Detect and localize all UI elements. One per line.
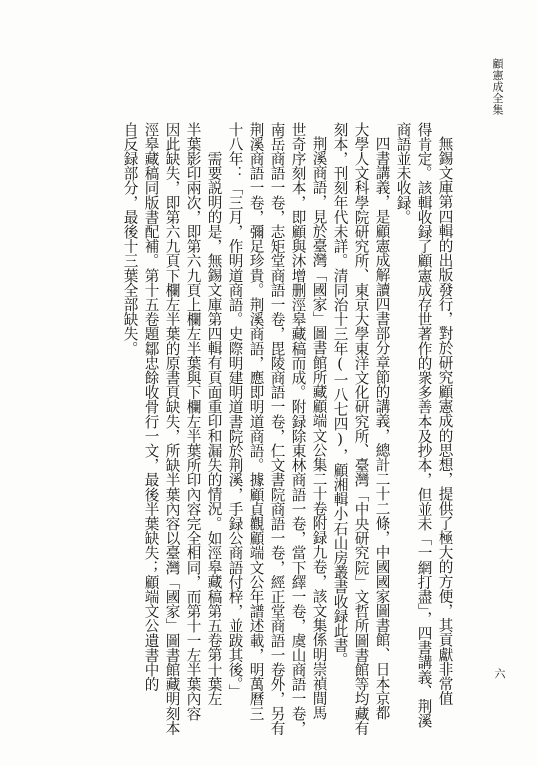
text-column-10: 荆溪商語一卷，彌足珍貴。荆溪商語，應即明道商語。據顧貞觀顧端文公年譜述載，明萬曆三 [247,122,265,721]
text-column-16: 自反録部分，最後十三葉全部缺失。 [121,122,139,356]
text-column-9: 南岳商語一卷，志矩堂商語一卷，毘陵商語一卷，仁文書院商語一卷，經正堂商語一卷外，另有 [268,122,286,736]
running-title: 顧憲成全集 [491,58,504,116]
text-column-15: 涇皋藏稿同版書配補。第十五卷題鄒忠餘收骨行一文，最後半葉缺失；顧端文公遺書中的 [142,122,160,692]
text-column-12: 需要説明的是，無錫文庫第四輯有頁面重印和漏失的情況。如涇皋藏稿第五卷第十葉左 [205,151,223,706]
text-column-1: 無錫文庫第四輯的出版發行，對於研究顧憲成的思想，提供了極大的方便，其貢獻非常值 [436,136,454,706]
text-column-14: 因此缺失，即第六九頁下欄左半葉的原書頁缺失，所缺半葉內容以臺灣「國家」圖書館藏明刻本 [163,122,181,736]
text-column-5: 大學人文科學院研究所、東京大學東洋文化研究所、臺灣「中央研究院」文哲所圖書館等均藏有 [352,122,370,736]
text-column-11: 十八年：「三月，作明道商語。史際明建明道書院於荆溪，手録公商語付梓，並跋其後。」 [226,122,244,699]
text-column-8: 世奇序刻本，即顧與沐增删涇皋藏稿而成。附録除東林商語一卷，當下繹一卷，虞山商語一卷， [289,122,307,736]
text-column-3: 商語並未收録。 [394,122,412,225]
text-column-13: 半葉影印兩次，即第六九頁上欄左半葉與下欄左半葉所印內容完全相同，而第十一左半葉內容 [184,122,202,721]
text-column-6: 刻本，刊刻年代未詳。清同治十三年(一八七四)，顧湘輯小石山房叢書收録此書。 [331,122,349,667]
text-column-2: 得肯定。該輯收録了顧憲成存世著作的衆多善本及抄本，但並未「一網打盡」，四書講義、荆溪 [415,122,433,728]
text-column-4: 四書講義，是顧憲成解讀四書部分章節的講義，總計二十二條，中國國家圖書館、日本京都 [373,136,391,720]
text-column-7: 荆溪商語，見於臺灣「國家」圖書館所藏顧端文公集二十卷附録九卷，該文集係明崇禎間馬 [310,136,328,720]
page-number: 六 [493,668,506,680]
